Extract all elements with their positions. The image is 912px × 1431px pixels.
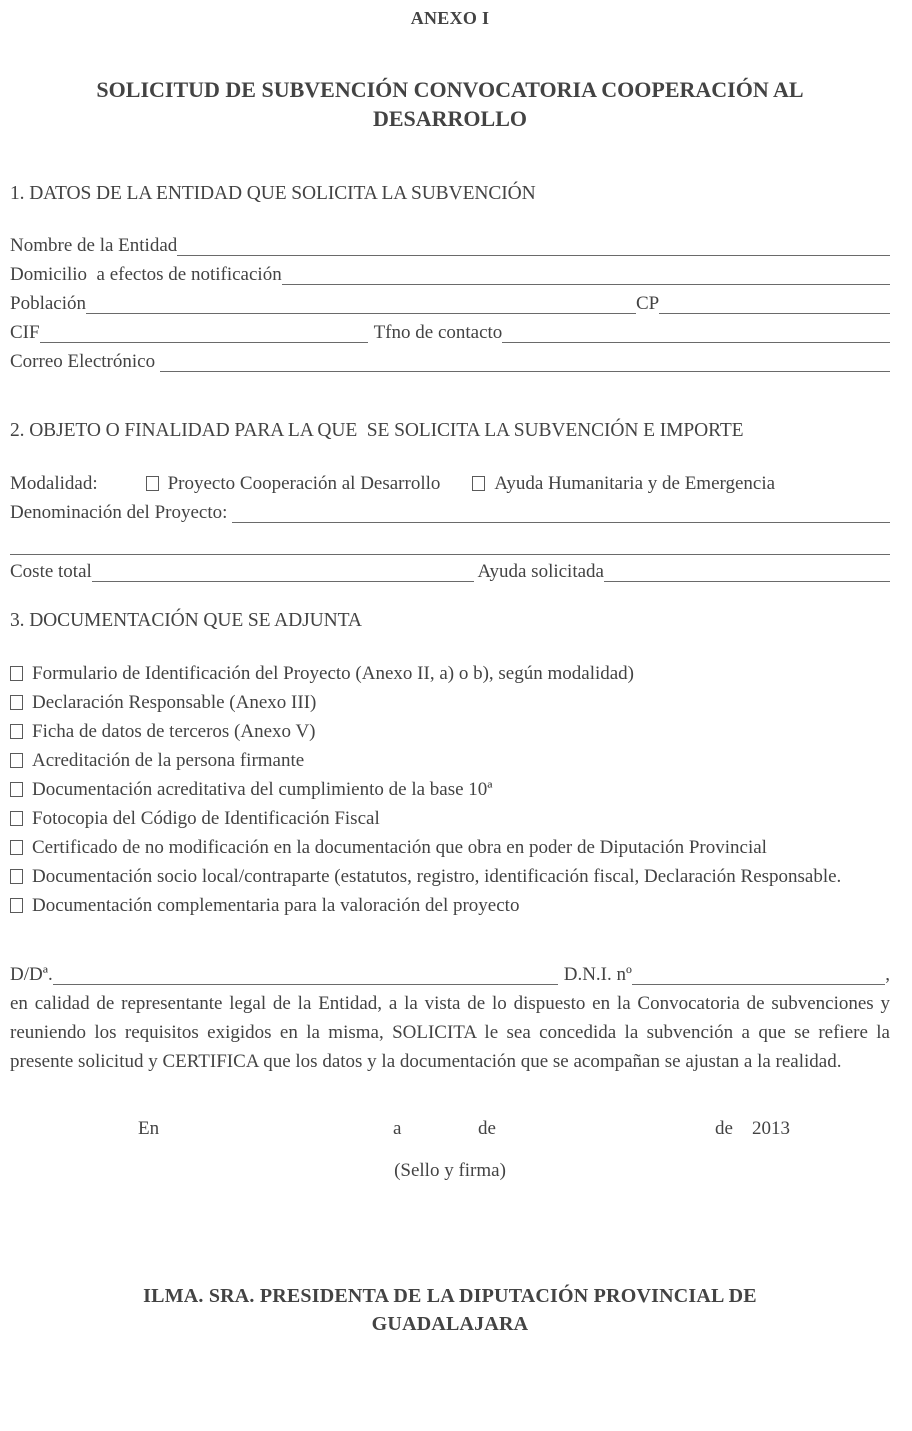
denominacion-input-line[interactable] <box>232 521 890 523</box>
page-title-line2: DESARROLLO <box>372 106 528 131</box>
checkbox-icon[interactable] <box>10 782 23 797</box>
nombre-label: Nombre de la Entidad <box>10 235 178 256</box>
field-row-cif-tfno <box>10 318 890 347</box>
field-row-coste-ayuda <box>10 557 890 586</box>
ayuda-solicitada-input-line[interactable] <box>604 580 890 582</box>
poblacion-label: Población <box>10 293 86 314</box>
page-title <box>10 75 890 133</box>
field-row-representante-dni <box>10 960 890 989</box>
checklist-item-certificado <box>10 833 890 862</box>
domicilio-input-line[interactable] <box>282 283 890 285</box>
addressee-line2: GUADALAJARA <box>371 1313 529 1335</box>
checklist-item-label: Acreditación de la persona firmante <box>32 750 305 771</box>
cif-input-line[interactable] <box>40 341 368 343</box>
checklist-item-label: Ficha de datos de terceros (Anexo V) <box>32 721 316 742</box>
checkbox-icon[interactable] <box>10 898 23 913</box>
declaration-paragraph: en calidad de representante legal de la Entidad, a la vista de lo dispuesto en la Convocatoria de subvenciones y reuniendo los requisitos exigidos en la misma, SOLICITA le sea concedida la subvención a que se refiere la presente solicitud y CERTIFICA que los datos y la documentación que se acompañan se ajustan a la realidad. <box>10 993 890 1072</box>
poblacion-input-line[interactable] <box>86 312 636 314</box>
checkbox-icon[interactable] <box>10 666 23 681</box>
field-row-correo <box>10 347 890 376</box>
dni-label: D.N.I. nº <box>563 964 632 985</box>
checklist-item-label: Declaración Responsable (Anexo III) <box>32 692 317 713</box>
date-line <box>10 1114 890 1143</box>
checklist-item-ficha-terceros <box>10 717 890 746</box>
modalidad-row <box>10 469 890 498</box>
coste-total-label: Coste total <box>10 561 92 582</box>
field-row-denominacion <box>10 498 890 527</box>
cif-label: CIF <box>10 322 40 343</box>
section2-heading: 2. OBJETO O FINALIDAD PARA LA QUE SE SOLICITA LA SUBVENCIÓN E IMPORTE <box>10 420 744 441</box>
entity-fields <box>10 231 890 376</box>
correo-input-line[interactable] <box>160 370 890 372</box>
date-de2-label: de <box>715 1118 733 1139</box>
checkbox-icon[interactable] <box>10 811 23 826</box>
seal-signature-label: (Sello y firma) <box>394 1160 506 1181</box>
cp-label: CP <box>636 293 660 314</box>
field-row-domicilio <box>10 260 890 289</box>
tfno-label: Tfno de contacto <box>373 322 503 343</box>
date-de-label: de <box>478 1118 496 1139</box>
tfno-input-line[interactable] <box>502 341 890 343</box>
checklist-item-label: Formulario de Identificación del Proyecto (Anexo II, a) o b), según modalidad) <box>32 663 635 684</box>
checklist-item-fotocopia-cif <box>10 804 890 833</box>
field-row-poblacion-cp <box>10 289 890 318</box>
option-proyecto-cooperacion-label: Proyecto Cooperación al Desarrollo <box>167 473 441 494</box>
checklist-item-label: Documentación acreditativa del cumplimiento de la base 10ª <box>32 779 493 800</box>
annex-title: ANEXO I <box>410 8 490 28</box>
nombre-input-line[interactable] <box>177 254 890 256</box>
date-a-label: a <box>393 1118 402 1139</box>
checklist-item-complementaria <box>10 891 890 920</box>
checkbox-icon[interactable] <box>10 753 23 768</box>
addressee-line1: ILMA. SRA. PRESIDENTA DE LA DIPUTACIÓN PROVINCIAL DE <box>143 1285 757 1307</box>
addressee-title <box>10 1282 890 1338</box>
checklist-item-label: Documentación complementaria para la valoración del proyecto <box>32 895 520 916</box>
domicilio-label: Domicilio a efectos de notificación <box>10 264 282 285</box>
option-ayuda-humanitaria-label: Ayuda Humanitaria y de Emergencia <box>494 473 776 494</box>
checklist-item-socio-local <box>10 862 890 891</box>
dni-input-line[interactable] <box>632 983 885 985</box>
checklist-item-label: Certificado de no modificación en la documentación que obra en poder de Diputación Provincial <box>32 837 767 858</box>
checklist-item-label: Fotocopia del Código de Identificación Fiscal <box>32 808 380 829</box>
section3-heading: 3. DOCUMENTACIÓN QUE SE ADJUNTA <box>10 610 362 631</box>
cp-input-line[interactable] <box>659 312 890 314</box>
coste-total-input-line[interactable] <box>92 580 474 582</box>
checkbox-icon[interactable] <box>10 695 23 710</box>
checklist-item-base10 <box>10 775 890 804</box>
checkbox-proyecto-cooperacion[interactable] <box>146 476 159 491</box>
denominacion-input-line-2[interactable] <box>10 527 890 555</box>
comma-text: , <box>885 964 890 985</box>
checklist-item-acreditacion <box>10 746 890 775</box>
denominacion-label: Denominación del Proyecto: <box>10 502 233 523</box>
representante-input-line[interactable] <box>53 983 558 985</box>
checkbox-icon[interactable] <box>10 869 23 884</box>
checklist-item-formulario <box>10 659 890 688</box>
field-row-nombre <box>10 231 890 260</box>
page-title-line1: SOLICITUD DE SUBVENCIÓN CONVOCATORIA COOPERACIÓN AL <box>96 77 804 102</box>
checklist-item-label: Documentación socio local/contraparte (estatutos, registro, identificación fiscal, Declaración Responsable. <box>32 866 842 887</box>
ayuda-solicitada-label: Ayuda solicitada <box>473 561 604 582</box>
representante-label: D/Dª. <box>10 964 53 985</box>
correo-label: Correo Electrónico <box>10 351 160 372</box>
checkbox-icon[interactable] <box>10 840 23 855</box>
modalidad-label: Modalidad: <box>10 473 98 494</box>
date-year-label: 2013 <box>752 1118 790 1139</box>
checkbox-ayuda-humanitaria[interactable] <box>472 476 485 491</box>
documentation-checklist <box>10 659 890 920</box>
checkbox-icon[interactable] <box>10 724 23 739</box>
section1-heading: 1. DATOS DE LA ENTIDAD QUE SOLICITA LA SUBVENCIÓN <box>10 183 536 204</box>
checklist-item-declaracion <box>10 688 890 717</box>
date-en-label: En <box>138 1118 160 1139</box>
